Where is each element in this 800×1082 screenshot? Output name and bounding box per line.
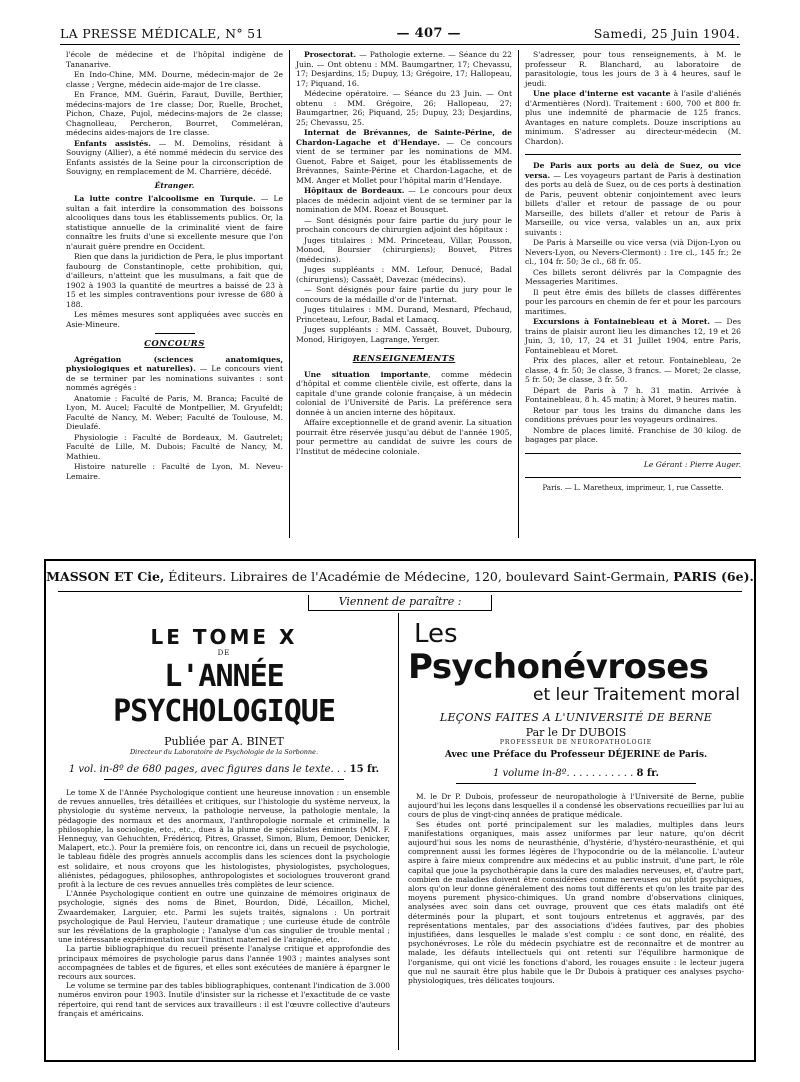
paragraph-lead: Internat de Brévannes, de Sainte-Périne, de Chardon-Lagache et d'Hendaye. xyxy=(296,128,512,147)
paragraph: Ses études ont porté principalement sur les maladies, multiples dans leurs manifestations organiques, mais assez uniformes par leur nature, qu'on décrit aujourd'hui sous les noms de neurasthénie, d'hystérie, d'hystéro-neurasthénie, et qui comprennent aussi les formes légères de l'hypocondrie ou de la mélancolie. L'auteur aspire à faire mieux comprendre aux médecins et au public instruit, d'une part, le rôle capital que joue la psychothérapie dans la cure des maladies nerveuses, et, d'autre part, combien de maladies doivent être considérées comme nerveuses ou plutôt psychiques, alors qu'on leur donne généralement des noms tout différents et qu'on les traite par des moyens purement physico-chimiques. Un grand nombre d'observations cliniques, analysées avec soin dans cet ouvrage, prouvent que ces états maladifs ont été déterminés pour la plupart, et sont toujours entretenus et aggravés, par des représentations mentales, par des associations d'idées fautives, par des phobies injustifiées, dans lesquelles le malade s'est complu : ce sont donc, en réalité, des psychonévroses. Le rôle du médecin psychiatre est de reconnaître et de montrer au malade, les défauts intellectuels qui ont retenti sur l'équilibre harmonique de l'organisme, qui ont vicié les fonctions d'abord, les rouages ensuite : le lecteur jugera que nul ne saurait être plus habile que le Dr Dubois à pratiquer ces analyses psycho-physiologiques, très délicates toujours. xyxy=(408,819,744,986)
paragraph-lead: De Paris aux ports au delà de Suez, ou vice versa. xyxy=(525,161,741,180)
paragraph: Rien que dans la juridiction de Pera, le plus important faubourg de Constantinople, cette prohibition, qui, d'ailleurs, n'atteint que les musulmans, a fait que de 1902 à 1903 la quantité de meurtres a baissé de 23 à 15 et les simples contraventions pour ivresse de 680 à 188. xyxy=(66,252,283,309)
ad-column-divider xyxy=(398,613,399,1050)
book-author-title: PROFESSEUR DE NEUROPATHOLOGIE xyxy=(499,739,653,746)
paragraph-text: , comme médecin d'hôpital et comme clientèle civile, est offerte, dans la capitale d'une grande colonie française, à un médecin colonial de l'Université de Paris. La préférence sera donnée à un ancien interne des hôpitaux. xyxy=(296,369,512,417)
paragraph: Médecine opératoire. — Séance du 23 Juin. — Ont obtenu : MM. Grégoire, 26; Hallopeau, 27; Baumgartner, 26; Piquand, 25; Dupuy, 23; Desjardins, 25; Chevassu, 25. xyxy=(296,89,512,127)
paragraph: Histoire naturelle : Faculté de Lyon, M. Neveu-Lemaire. xyxy=(66,462,283,481)
paragraph-text: — Le sultan a fait interdire la consommation des boissons alcooliques dans tous les établissements publics. Or, la statistique annuelle de la criminalité vient de faire connaître les fruits d'une si excellente mesure que l'on n'aurait guère prendre en Occident. xyxy=(66,194,283,251)
paragraph: Anatomie : Faculté de Paris, M. Branca; Faculté de Lyon, M. Aucel; Faculté de Montpellier, M. Gryufeldt; Faculté de Nancy, M. Weber; Faculté de Toulouse, M. Dieulafé. xyxy=(66,393,283,431)
book-volume: LE TOME X xyxy=(150,625,298,649)
paragraph: Le volume se termine par des tables bibliographiques, contenant l'indication de 3.000 numéros environ pour 1903. Inutile d'insister sur la richesse et l'exactitude de ce vaste répertoire, qui rend tant de services aux travailleurs : il est l'œuvre collective d'auteurs français et américains. xyxy=(58,981,390,1018)
paragraph-text: — M. Demolins, résidant à Souvigny (Allier), a été nommé médecin du service des Enfants assistés de la Seine pour la circonscription de Souvigny, en remplacement de M. Charrière, décédé. xyxy=(66,138,283,176)
page-number: — 407 — xyxy=(396,25,461,41)
paragraph: Physiologie : Faculté de Bordeaux, M. Gautrelet; Faculté de Lille, M. Dubois; Faculté de Nancy, M. Mathieu. xyxy=(66,432,283,461)
publisher-line xyxy=(46,569,754,584)
paragraph-lead: La lutte contre l'alcoolisme en Turquie. xyxy=(74,194,256,203)
divider xyxy=(104,779,344,780)
paragraph: Retour par tous les trains du dimanche dans les conditions prévues pour les voyageurs ordinaires. xyxy=(525,405,741,424)
paragraph: Le tome X de l'Année Psychologique contient une heureuse innovation : un ensemble de revues annuelles, très détaillées et critiques, sur l'histologie du système nerveux, la physiologie du système nerveux, la pathologie nerveuse, la pathologie mentale, la pédagogie des normaux et des anormaux, l'anthropologie normale et criminelle, la philosophie, la sociologie, etc., etc., dues à la plume de spécialistes éminents (MM. F. Henneguy, van Gehuchten, Frédéricq, Pitres, Grasset, Simon, Blum, Demoor, Denicker, Malapert, etc.). Pour la première fois, on rencontre ici, dans un recueil de psychologie, le tableau fidèle des progrès annuels accomplis dans les sciences dont la psychologie est solidaire, et nous croyons que les histologistes, physiologistes, psychologues, aliénistes, pédagogues, philosophes, anthropologistes et sociologues trouveront grand profit à la lecture de ces revues annuelles très complètes de leur science. xyxy=(58,788,390,890)
viennent-de-paraitre xyxy=(46,595,754,608)
book-price-line xyxy=(408,768,744,779)
paragraph-lead: Agrégation (sciences anatomiques, physiologiques et naturelles). xyxy=(66,354,283,373)
printer-line: Paris. — L. Maretheux, imprimeur, 1, rue Cassette. xyxy=(542,484,724,492)
paragraph: Nombre de places limité. Franchise de 30 kilog. de bagages par place. xyxy=(525,425,741,444)
column-2 xyxy=(289,50,518,538)
paragraph xyxy=(296,128,512,185)
paragraph: En France, MM. Guérin, Faraut, Duville, Berthier, médecins-majors de 1re classe; Dor, Ruelle, Brochet, Pichon, Chaze, Pujol, médecins-majors de 2e classe; Chagnolleau, Percheron, Bourret, Commeléran, médecins aides-majors de 1re classe. xyxy=(66,90,283,137)
book-title: L'ANNÉE PSYCHOLOGIQUE xyxy=(113,659,335,729)
divider xyxy=(525,453,741,454)
paragraph: M. le Dr P. Dubois, professeur de neuropathologie à l'Université de Berne, publie aujourd'hui les leçons dans lesquelles il a condensé les observations recueillies par lui au cours de plus de vingt-cinq années de pratique médicale. xyxy=(408,792,744,820)
book-price-line xyxy=(58,764,390,775)
paragraph-lead: Enfants assistés. xyxy=(74,138,151,148)
section-subtitle: Étranger. xyxy=(154,180,195,190)
paragraph-lead: Excursions à Fontainebleau et à Moret. xyxy=(533,317,711,326)
paragraph: Prix des places, aller et retour. Fontainebleau, 2e classe, 4 fr. 50; 3e classe, 3 francs. — Moret; 2e classe, 5 fr. 50; 3e classe, 3 fr. 50. xyxy=(525,356,741,384)
section-heading-concours: CONCOURS xyxy=(144,339,205,349)
paragraph-text: — Le concours pour deux places de médecin adjoint vient de se terminer par la nomination de MM. Roeaz et Bousquet. xyxy=(296,186,513,214)
paragraph: Juges titulaires : MM. Princeteau, Villar, Pousson, Monod, Boursier (chirurgiens); Bouvet, Pitres (médecins). xyxy=(296,235,512,264)
paragraph: — Sont désignés pour faire partie du jury pour le prochain concours de chirurgien adjoint des hôpitaux : xyxy=(296,215,512,234)
book-de: DE xyxy=(217,649,231,657)
publisher-city: PARIS (6e). xyxy=(673,569,754,584)
book-preface: Avec une Préface du Professeur DÉJERINE de Paris. xyxy=(444,750,708,760)
paragraph-lead: Prosectorat. xyxy=(304,50,357,59)
book-format: 1 volume in-8º. . . . . . . . . . . xyxy=(492,768,634,779)
gerant-signature: Le Gérant : Pierre Auger. xyxy=(643,459,741,469)
column-1 xyxy=(60,50,289,538)
paragraph: Ces billets seront délivrés par la Compagnie des Messageries Maritimes. xyxy=(525,267,741,286)
paragraph-text: — Des trains de plaisir auront lieu les dimanches 12, 19 et 26 Juin, 3, 10, 17, 24 et 31 Juillet 1904, entre Paris, Fontainebleau et Moret. xyxy=(525,317,741,355)
paragraph: l'école de médecine et de l'hôpital indigène de Tananarive. xyxy=(66,50,283,69)
paragraph: S'adresser, pour tous renseignements, à M. le professeur R. Blanchard, au laboratoire de parasitologie, tous les jours de 3 à 4 heures, sauf le jeudi. xyxy=(525,50,741,88)
book-price: 15 fr. xyxy=(349,764,380,775)
column-3 xyxy=(518,50,747,538)
book-lectures: LEÇONS FAITES A L'UNIVERSITÉ DE BERNE xyxy=(439,711,713,724)
ad-separator xyxy=(58,591,742,592)
paragraph: La partie bibliographique du recueil présente l'analyse critique et approfondie des principaux mémoires de psychologie parus dans l'année 1903 ; maintes analyses sont accompagnées de tables et de figures, et elles sont exécutées de manière à épargner le recours aux sources. xyxy=(58,944,390,982)
paragraph-text: — Pathologie externe. — Séance du 22 Juin. — Ont obtenu : MM. Baumgartner, 17; Chevassu, 17; Desjardins, 15; Dupuy, 13; Grégoire, 17; Hallopeau, 17; Piquand, 16. xyxy=(296,50,512,88)
paragraph-lead: Hôpitaux de Bordeaux. xyxy=(304,186,405,195)
book-title: Psychonévroses xyxy=(408,647,709,687)
paragraph-lead: Une situation importante xyxy=(304,369,429,379)
paragraph: Départ de Paris à 7 h. 31 matin. Arrivée à Fontainebleau, 8 h. 45 matin; à Moret, 9 heures matin. xyxy=(525,385,741,404)
viennent-label: Viennent de paraître : xyxy=(308,595,493,611)
paragraph xyxy=(525,89,741,146)
paragraph-text: — Le concours vient de se terminer par les nominations suivantes : sont nommés agrégés : xyxy=(66,364,283,392)
paragraph xyxy=(66,194,283,251)
ad-annee-psychologique xyxy=(58,617,390,1018)
paragraph-text: à l'asile d'aliénés d'Armentières (Nord). Traitement : 600, 700 et 800 fr. plus une indemnité de pharmacie de 125 francs. Avantages en nature complets. Douze inscriptions au minimum. S'adresser au directeur-médecin (M. Chardon). xyxy=(525,89,741,146)
section-heading-renseignements: RENSEIGNEMENTS xyxy=(352,354,456,364)
paragraph: Affaire exceptionnelle et de grand avenir. La situation pourrait être réservée jusqu'au début de l'année 1905, pour permettre au candidat de suivre les cours de l'Institut de médecine coloniale. xyxy=(296,418,512,456)
publisher-advertisement xyxy=(44,559,756,1062)
book-subtitle: et leur Traitement moral xyxy=(533,685,740,705)
paragraph-text: — Ce concours vient de se terminer par les nominations de MM. Guenot, Fabre et Saiget, pour les établissements de Brévannes, Sainte-Périne et Chardon-Lagache, et de MM. Anger et Mollet pour l'hôpital marin d'Hendaye. xyxy=(296,137,512,185)
paragraph: Juges suppléants : MM. Cassaët, Bouvet, Dubourg, Monod, Hirigoyen, Lagrange, Yerger. xyxy=(296,325,512,344)
book-title-les: Les xyxy=(414,619,458,649)
paragraph-lead: Une place d'interne est vacante xyxy=(533,89,671,98)
publisher-name: MASSON ET Cie, xyxy=(46,569,165,584)
paragraph: Les mêmes mesures sont appliquées avec succès en Asie-Mineure. xyxy=(66,310,283,329)
paragraph xyxy=(296,186,512,215)
paragraph: Juges titulaires : MM. Durand, Mesnard, Pfechaud, Princeteau, Lefour, Badal et Lamacq. xyxy=(296,305,512,324)
ad-psychonevroses xyxy=(408,617,744,985)
publisher-address: Éditeurs. Libraires de l'Académie de Médecine, 120, boulevard Saint-Germain, xyxy=(164,569,674,584)
paragraph-text: — Les voyageurs partant de Paris à destination des ports au delà de Suez, ou de ces ports à destination de Paris, peuvent obtenir conjointement avec leurs billets d'aller et retour de passage de ou pour Marseille, des billets d'aller et retour de Paris à Marseille, ou vice versa, valables un an, aux prix suivants : xyxy=(525,170,741,237)
running-header xyxy=(60,24,740,42)
divider xyxy=(155,333,195,334)
divider xyxy=(456,783,696,784)
header-rule xyxy=(60,44,740,45)
paragraph: — Sont désignés pour faire partie du jury pour le concours de la médaille d'or de l'internat. xyxy=(296,285,512,304)
paragraph: Il peut être émis des billets de classes différentes pour les parcours en chemin de fer et pour les parcours maritimes. xyxy=(525,287,741,316)
paragraph: L'Année Psychologique contient en outre une quinzaine de mémoires originaux de psychologie, signés des noms de Binet, Bourdon, Didé, Lécaillon, Michel, Zwaardemaker, Larguier, etc. Parmi les sujets traités, signalons : Un portrait psychologique de Paul Hervieu, l'auteur dramatique ; une curieuse étude de contrôle sur les révélations de la graphologie ; l'analyse d'un cas singulier de trouble mental ; une intéressante expérimentation sur l'instinct maternel de l'araignée, etc. xyxy=(58,889,390,945)
divider xyxy=(384,348,424,349)
book-price: 8 fr. xyxy=(636,768,660,779)
issue-date: Samedi, 25 Juin 1904. xyxy=(593,25,740,41)
book-description xyxy=(58,788,390,1018)
book-format: 1 vol. in-8º de 680 pages, avec figures dans le texte. . . xyxy=(68,764,347,775)
paragraph: En Indo-Chine, MM. Dourne, médecin-major de 2e classe ; Vergne, médecin aide-major de 1re classe. xyxy=(66,70,283,89)
paragraph xyxy=(66,355,283,393)
book-description xyxy=(408,792,744,985)
paragraph xyxy=(296,50,512,88)
journal-title: LA PRESSE MÉDICALE, N° 51 xyxy=(60,25,264,41)
paragraph xyxy=(525,317,741,355)
book-editor: Publiée par A. BINET xyxy=(164,735,284,748)
divider xyxy=(525,477,741,478)
paragraph xyxy=(66,139,283,177)
paragraph xyxy=(296,370,512,418)
divider xyxy=(525,154,741,155)
paragraph: Juges suppléants : MM. Lefour, Denucé, Badal (chirurgiens); Cassaët, Davezac (médecins). xyxy=(296,265,512,284)
news-columns xyxy=(60,50,748,538)
book-editor-title: Directeur du Laboratoire de Psychologie de la Sorbonne. xyxy=(129,748,319,756)
book-author: Par le Dr DUBOIS xyxy=(525,726,627,739)
paragraph: De Paris à Marseille ou vice versa (vià Dijon-Lyon ou Nevers-Lyon, ou Nevers-Clermont) : 1re cl., 145 fr.; 2e cl., 104 fr. 50; 3e cl., 68 fr. 05. xyxy=(525,238,741,266)
paragraph xyxy=(525,161,741,237)
